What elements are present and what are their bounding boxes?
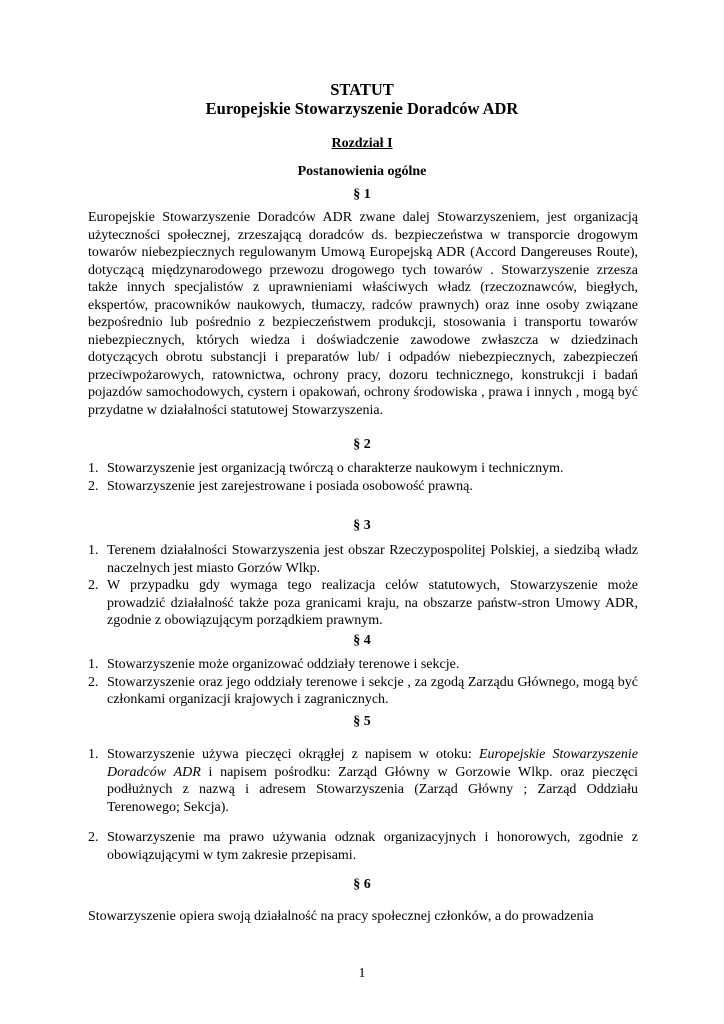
list-item-text: Stowarzyszenie oraz jego oddziały terenowe i sekcje , za zgodą Zarządu Głównego, mogą być członkami organizacji krajowych i zagranicznych. (107, 674, 638, 707)
page-number: 1 (358, 966, 366, 981)
list-item-number: 2. (88, 830, 99, 845)
list-item-text-italic: Europejskie Stowarzyszenie Doradców ADR (107, 747, 639, 780)
section-6-text: Stowarzyszenie opiera swoją działalność na pracy społecznej członków, a do prowadzenia (88, 909, 594, 924)
list-item-text-end: i napisem pośrodku: Zarząd Główny w Gorzowie Wlkp. oraz pieczęci podłużnych z nazwą i adresem Stowarzyszenia (Zarząd Główny ; Zarząd Oddziału Terenowego; Sekcja). (107, 764, 638, 815)
list-item (88, 577, 638, 630)
list-item (88, 460, 638, 478)
list-item-number: 2. (88, 578, 99, 593)
list-item-number: 1. (88, 461, 99, 476)
list-item-text: Stowarzyszenie może organizować oddziały terenowe i sekcje. (107, 657, 460, 672)
list-item-number: 1. (88, 657, 99, 672)
section-2-label: § 2 (353, 437, 371, 452)
list-item-text: Stowarzyszenie jest organizacją twórczą o charakterze naukowym i technicznym. (107, 461, 564, 476)
document-subtitle: Europejskie Stowarzyszenie Doradców ADR (205, 99, 519, 118)
list-item (88, 542, 638, 577)
section-3-list (88, 542, 638, 630)
section-3-label: § 3 (353, 518, 371, 533)
list-item-text: W przypadku gdy wymaga tego realizacja celów statutowych, Stowarzyszenie może prowadzić działalność także poza granicami kraju, na obszarze państw-stron Umowy ADR, zgodnie z obowiązującym porządkiem prawnym. (107, 578, 638, 628)
list-item (88, 674, 638, 709)
section-1-text: Europejskie Stowarzyszenie Doradców ADR zwane dalej Stowarzyszeniem, jest organizacją użyteczności społecznej, zrzeszającą doradców ds. bezpieczeństwa w transporcie drogowym towarów niebezpiecznych regulowanym Umową Europejską ADR (Accord Dangereuses Route), dotyczącą międzynarodowego przewozu drogowego tych towarów . Stowarzyszenie zrzesza także innych specjalistów z uprawnieniami właściwych władz (rzeczoznawców, biegłych, ekspertów, pracowników naukowych, tłumaczy, radców prawnych) oraz inne osoby związane bezpośrednio lub pośrednio z bezpieczeństwem produkcji, stosowania i transportu towarów niebezpiecznych, których wiedza i doświadczenie zawodowe zwłaszcza w dziedzinach dotyczących obrotu substancji i preparatów lub/ i odpadów niebezpiecznych, zabezpieczeń przeciwpożarowych, ratownictwa, ochrony pracy, dozoru technicznego, konstrukcji i badań pojazdów samochodowych, cystern i opakowań, ochrony środowiska , prawa i innych , mogą być przydatne w działalności statutowej Stowarzyszenia. (88, 210, 638, 418)
section-6-label: § 6 (353, 877, 371, 892)
list-item-text: Terenem działalności Stowarzyszenia jest obszar Rzeczypospolitej Polskiej, a siedzibą władz naczelnych jest miasto Gorzów Wlkp. (107, 543, 638, 576)
list-item-number: 1. (88, 543, 99, 558)
section-4-label: § 4 (353, 633, 371, 648)
list-item (88, 478, 638, 496)
section-5-label: § 5 (353, 714, 371, 729)
section-1-label: § 1 (353, 187, 371, 202)
list-item-number: 2. (88, 478, 99, 494)
list-item-number: 1. (88, 747, 99, 762)
chapter-heading: Postanowienia ogólne (297, 164, 427, 179)
section-5-list-item-1 (88, 746, 638, 816)
list-item (88, 656, 638, 674)
document-title: STATUT (330, 80, 394, 99)
section-5-list-item-2 (88, 829, 638, 864)
list-item (88, 829, 638, 864)
list-item-number: 2. (88, 674, 99, 690)
list-item (88, 746, 638, 816)
section-4-list (88, 656, 638, 709)
section-2-list (88, 460, 638, 495)
list-item-text: Stowarzyszenie ma prawo używania odznak organizacyjnych i honorowych, zgodnie z obowiązującymi w tym zakresie przepisami. (107, 830, 638, 863)
chapter-label: Rozdział I (331, 136, 393, 151)
list-item-text: Stowarzyszenie jest zarejestrowane i posiada osobowość prawną. (107, 478, 473, 494)
list-item-text-start: Stowarzyszenie używa pieczęci okrągłej z napisem w otoku: (107, 747, 479, 762)
